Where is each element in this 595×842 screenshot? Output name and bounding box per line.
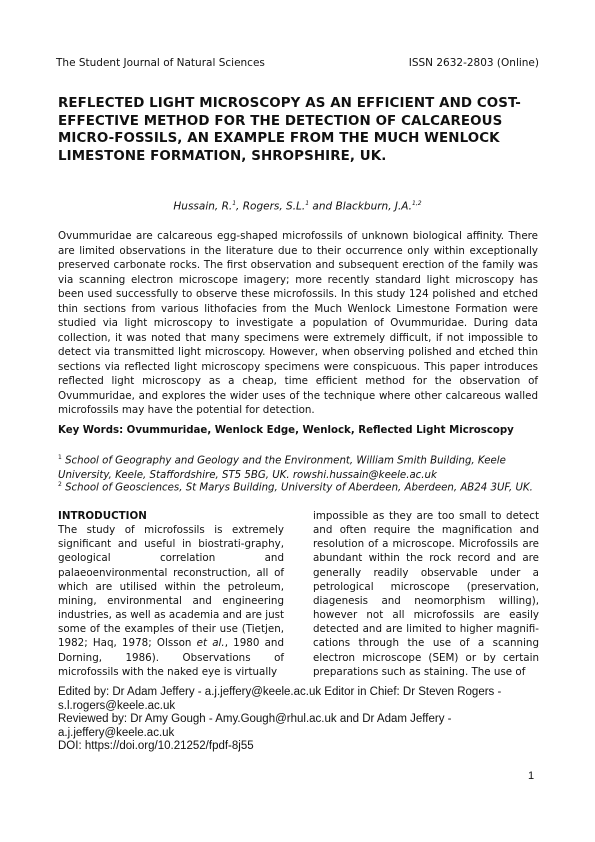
author-hussain: Hussain, R. — [173, 200, 233, 213]
intro-paragraph-left — [58, 523, 284, 679]
author-blackburn: and Blackburn, J.A. — [309, 200, 413, 213]
author-rogers: , Rogers, S.L. — [236, 200, 306, 213]
intro-citation-etal: et al. — [196, 637, 225, 650]
affiliation-1-text: School of Geography and Geology and the Environment, William Smith Building, Keele University, Keele, Staffordshire, ST5 5BG, UK. rowshi.hussain@keele.ac.uk — [58, 455, 506, 481]
running-header — [56, 57, 539, 69]
author-rogers-affil: 1 — [305, 200, 310, 207]
edited-by: Edited by: Dr Adam Jeffery - a.j.jeffery@keele.ac.uk Editor in Chief: Dr Steven Rogers - s.l.rogers@keele.ac.uk — [58, 686, 502, 712]
affiliation-2 — [58, 478, 540, 496]
affiliation-2-text: School of Geosciences, St Marys Building, University of Aberdeen, Aberdeen, AB24 3UF, UK. — [61, 482, 533, 494]
editorial-footer — [58, 686, 538, 754]
page-number: 1 — [528, 770, 535, 782]
affiliation-1-number: 1 — [58, 454, 62, 461]
body-column-right — [313, 509, 539, 679]
section-heading-introduction: INTRODUCTION — [58, 510, 147, 522]
intro-text-b: , 1980 and Dorning, 1986). Observations of microfossils with the naked eye is virtually — [58, 637, 284, 678]
abstract: Ovummuridae are calcareous egg-shaped microfossils of unknown biological affinity. There are limited observations in the literature due to their occurrence only within exceptionally preserved carbonate rocks. The first observation and subsequent erection of the family was via scanning electron microscope imagery; more recently standard light microscopy has been used successfully to observe these microfossils. In this study 124 polished and etched thin sections from various lithofacies from the Much Wenlock Limestone Formation were studied via light microscopy to investigate a population of Ovummuridae. During data collection, it was noted that many specimens were extremely difficult, if not impossible to detect via transmitted light microscopy. However, when observing polished and etched thin sections via reflected light microscopy specimens were conspicuous. This paper introduces reflected light microscopy as a cheap, time efficient method for the observation of Ovummuridae, and explores the wider uses of the technique where other calcareous walled microfossils may have the potential for detection. — [58, 230, 538, 416]
journal-name: The Student Journal of Natural Sciences — [56, 57, 265, 69]
body-column-left — [58, 509, 284, 679]
intro-paragraph-right: impossible as they are too small to detect and often require the magnification and resolution of a microscope. Microfossils are abundant within the rock record and are generally readily observable under a petrological microscope (preservation, diagenesis and neomorphism willing), however not all microfossils are easily detected and are limited to higher magnifi-cations through the use of a scanning electron microscope (SEM) or by certain preparations such as staining. The use of — [313, 510, 539, 678]
author-blackburn-affil: 1,2 — [412, 200, 422, 207]
keywords: Key Words: Ovummuridae, Wenlock Edge, Wenlock, Reflected Light Microscopy — [58, 425, 514, 436]
paper-title: REFLECTED LIGHT MICROSCOPY AS AN EFFICIENT AND COST-EFFECTIVE METHOD FOR THE DETECTION OF CALCAREOUS MICRO-FOSSILS, AN EXAMPLE FROM THE MUCH WENLOCK LIMESTONE FORMATION, SHROPSHIRE, UK. — [58, 96, 521, 164]
intro-text-a: The study of microfossils is extremely significant and useful in biostrati-graphy, geological correlation and palaeoenvironmental reconstruction, all of which are utilised within the petroleum, mining, environmental and engineering industries, as well as academia and are just some of the examples of their use (Tietjen, 1982; Haq, 1978; Olsson — [58, 524, 284, 650]
affiliation-2-number: 2 — [58, 481, 62, 488]
author-list — [0, 200, 595, 213]
doi: DOI: https://doi.org/10.21252/fpdf-8j55 — [58, 740, 254, 752]
author-hussain-affil: 1 — [232, 200, 237, 207]
reviewed-by: Reviewed by: Dr Amy Gough - Amy.Gough@rhul.ac.uk and Dr Adam Jeffery - a.j.jeffery@keele.ac.uk — [58, 713, 452, 739]
issn: ISSN 2632-2803 (Online) — [408, 57, 539, 69]
